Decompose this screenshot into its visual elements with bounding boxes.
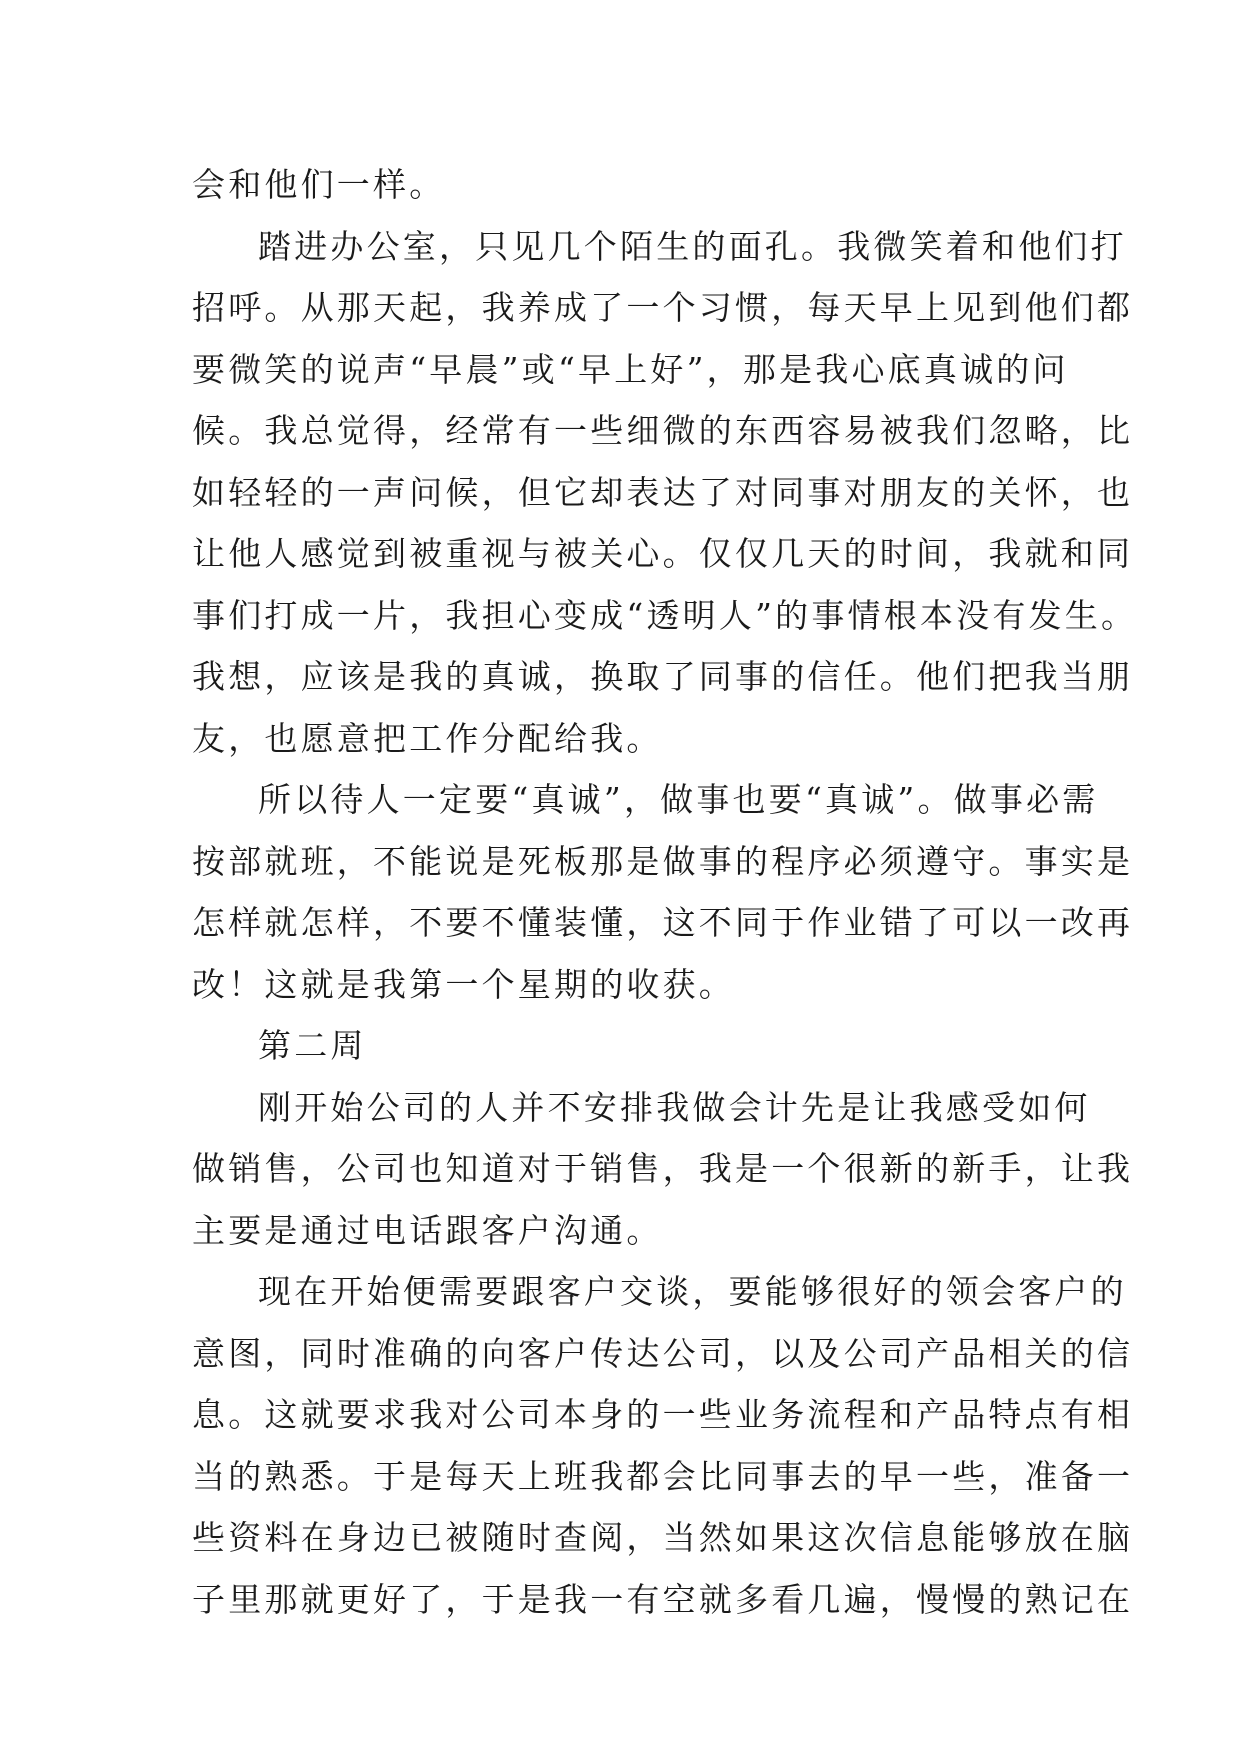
text-line: 意图，同时准确的向客户传达公司，以及公司产品相关的信 (192, 1333, 1134, 1373)
text-line: 要微笑的说声“早晨”或“早上好”，那是我心底真诚的问 (192, 349, 1069, 389)
text-line: 主要是通过电话跟客户沟通。 (192, 1210, 663, 1250)
text-line: 当的熟悉。于是每天上班我都会比同事去的早一些，准备一 (192, 1456, 1134, 1496)
text-line: 子里那就更好了，于是我一有空就多看几遍，慢慢的熟记在 (192, 1579, 1134, 1619)
text-line: 招呼。从那天起，我养成了一个习惯，每天早上见到他们都 (192, 288, 1134, 327)
section-heading: 第二周 (258, 1026, 367, 1065)
text-line: 些资料在身边已被随时查阅，当然如果这次信息能够放在脑 (192, 1518, 1134, 1557)
text-line: 改！这就是我第一个星期的收获。 (192, 964, 735, 1004)
text-line: 所以待人一定要“真诚”，做事也要“真诚”。做事必需 (258, 780, 1099, 819)
text-line: 友，也愿意把工作分配给我。 (192, 718, 663, 758)
text-line: 怎样就怎样，不要不懂装懂，这不同于作业错了可以一改再 (192, 903, 1134, 942)
text-line: 刚开始公司的人并不安排我做会计先是让我感受如何 (258, 1087, 1091, 1127)
text-line: 息。这就要求我对公司本身的一些业务流程和产品特点有相 (192, 1395, 1134, 1434)
text-line: 事们打成一片，我担心变成“透明人”的事情根本没有发生。 (192, 595, 1138, 635)
text-line: 做销售，公司也知道对于销售，我是一个很新的新手，让我 (192, 1149, 1134, 1188)
text-line: 现在开始便需要跟客户交谈，要能够很好的领会客户的 (258, 1272, 1127, 1311)
text-line: 候。我总觉得，经常有一些细微的东西容易被我们忽略，比 (192, 411, 1134, 450)
text-line: 按部就班，不能说是死板那是做事的程序必须遵守。事实是 (192, 841, 1134, 881)
text-line: 会和他们一样。 (192, 165, 446, 204)
text-line: 踏进办公室，只见几个陌生的面孔。我微笑着和他们打 (258, 226, 1127, 266)
text-line: 如轻轻的一声问候，但它却表达了对同事对朋友的关怀，也 (192, 472, 1134, 512)
text-line: 我想，应该是我的真诚，换取了同事的信任。他们把我当朋 (192, 657, 1134, 696)
body-text (192, 154, 1138, 1630)
text-line: 让他人感觉到被重视与被关心。仅仅几天的时间，我就和同 (192, 534, 1134, 573)
